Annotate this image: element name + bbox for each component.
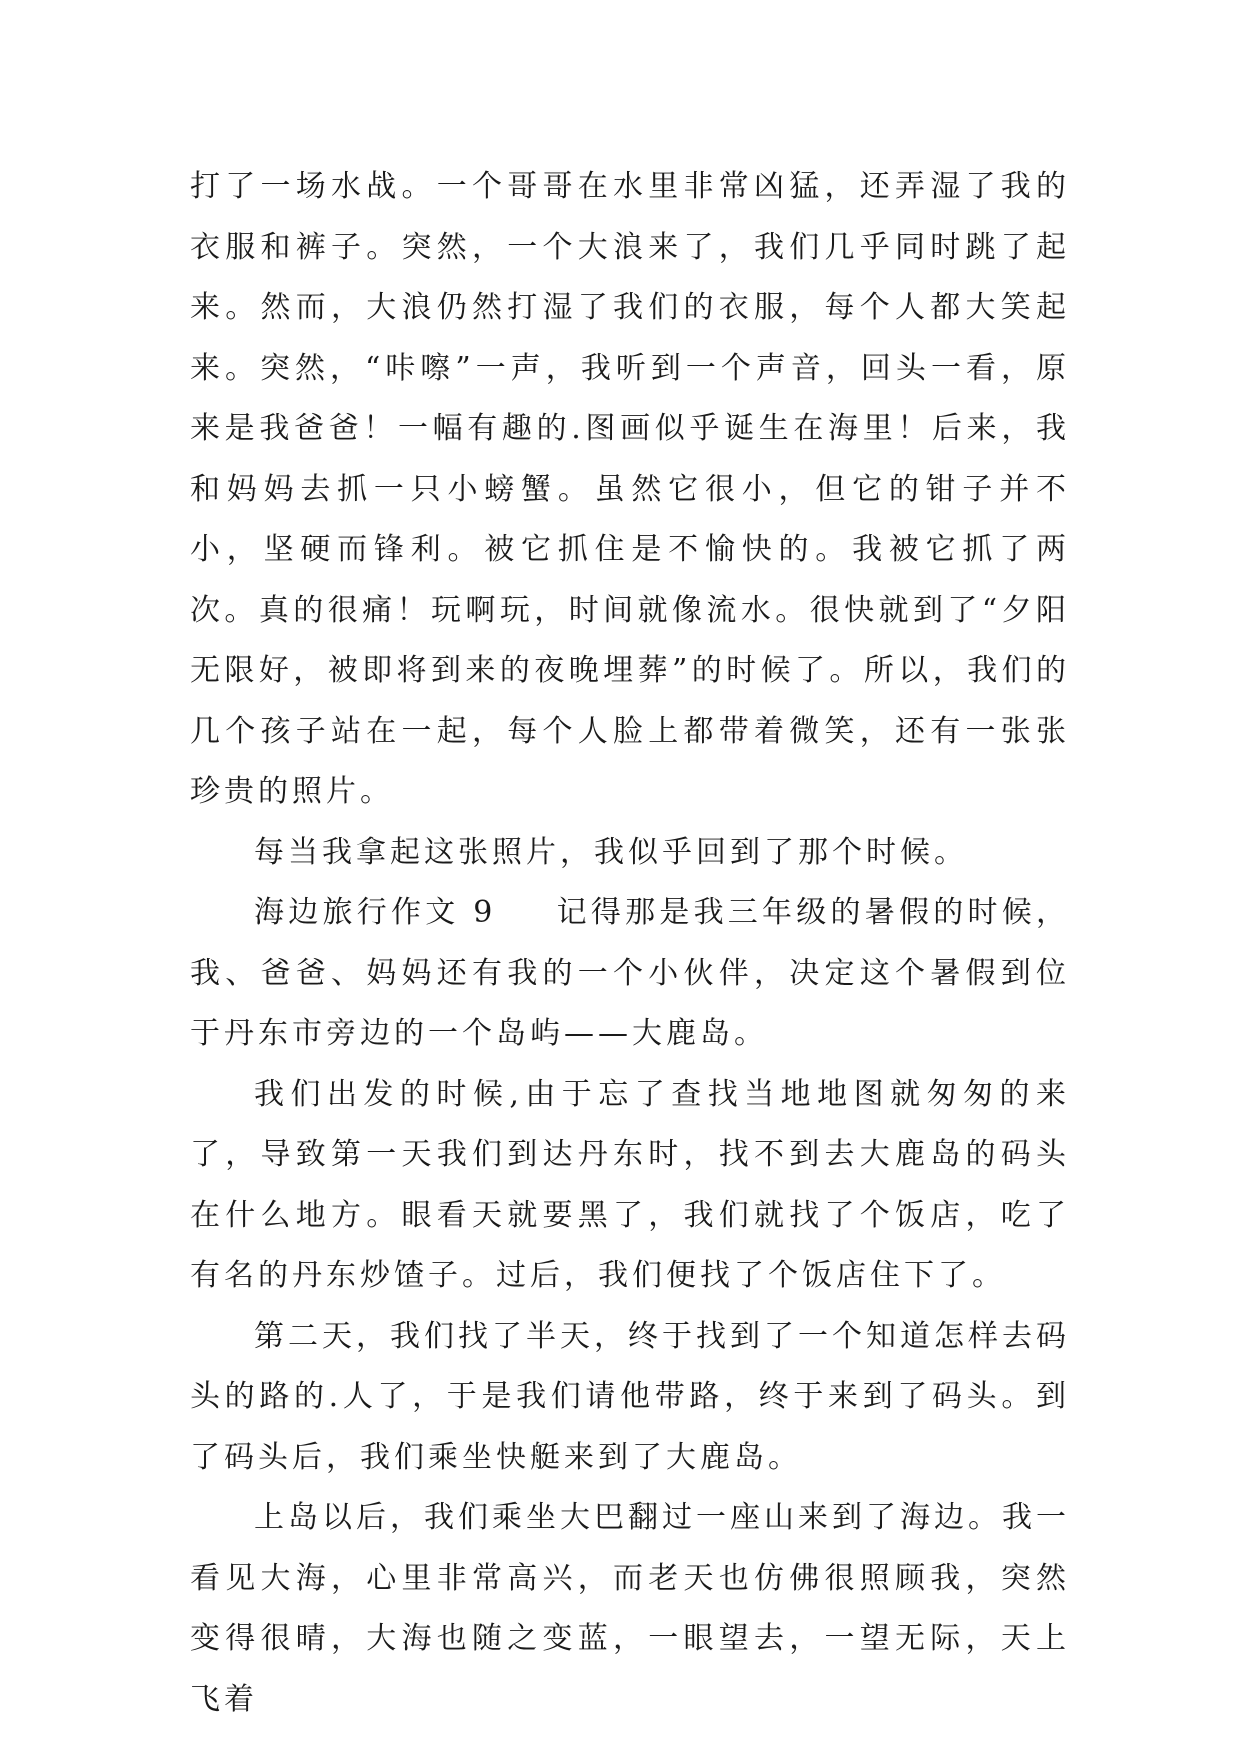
paragraph-6: 上岛以后，我们乘坐大巴翻过一座山来到了海边。我一看见大海，心里非常高兴，而老天也仿佛很照顾我，突然变得很晴，大海也随之变蓝，一眼望去，一望无际，天上飞着 [190,1500,1070,1717]
paragraph-5: 第二天，我们找了半天，终于找到了一个知道怎样去码头的路的.人了，于是我们请他带路，终于来到了码头。到了码头后，我们乘坐快艇来到了大鹿岛。 [190,1318,1070,1475]
paragraph-3-text: 记得那是我三年级的暑假的时候，我、爸爸、妈妈还有我的一个小伙伴，决定这个暑假到位于丹东市旁边的一个岛屿——大鹿岛。 [190,895,1071,1051]
essay-body [190,157,1070,1730]
paragraph-4: 我们出发的时候,由于忘了查找当地地图就匆匆的来了，导致第一天我们到达丹东时，找不到去大鹿岛的码头在什么地方。眼看天就要黑了，我们就找了个饭店，吃了有名的丹东炒馇子。过后，我们便找了个饭店住下了。 [190,1076,1070,1293]
paragraph-1: 打了一场水战。一个哥哥在水里非常凶猛，还弄湿了我的衣服和裤子。突然，一个大浪来了，我们几乎同时跳了起来。然而，大浪仍然打湿了我们的衣服，每个人都大笑起来。突然，“咔嚓”一声，我听到一个声音，回头一看，原来是我爸爸！一幅有趣的.图画似乎诞生在海里！后来，我和妈妈去抓一只小螃蟹。虽然它很小，但它的钳子并不小，坚硬而锋利。被它抓住是不愉快的。我被它抓了两次。真的很痛！玩啊玩，时间就像流水。很快就到了“夕阳无限好，被即将到来的夜晚埋葬”的时候了。所以，我们的几个孩子站在一起，每个人脸上都带着微笑，还有一张张珍贵的照片。 [190,169,1070,809]
paragraph-3 [190,883,1070,1065]
paragraph-2: 每当我拿起这张照片，我似乎回到了那个时候。 [254,834,968,870]
essay-title: 海边旅行作文 9 [254,895,497,930]
